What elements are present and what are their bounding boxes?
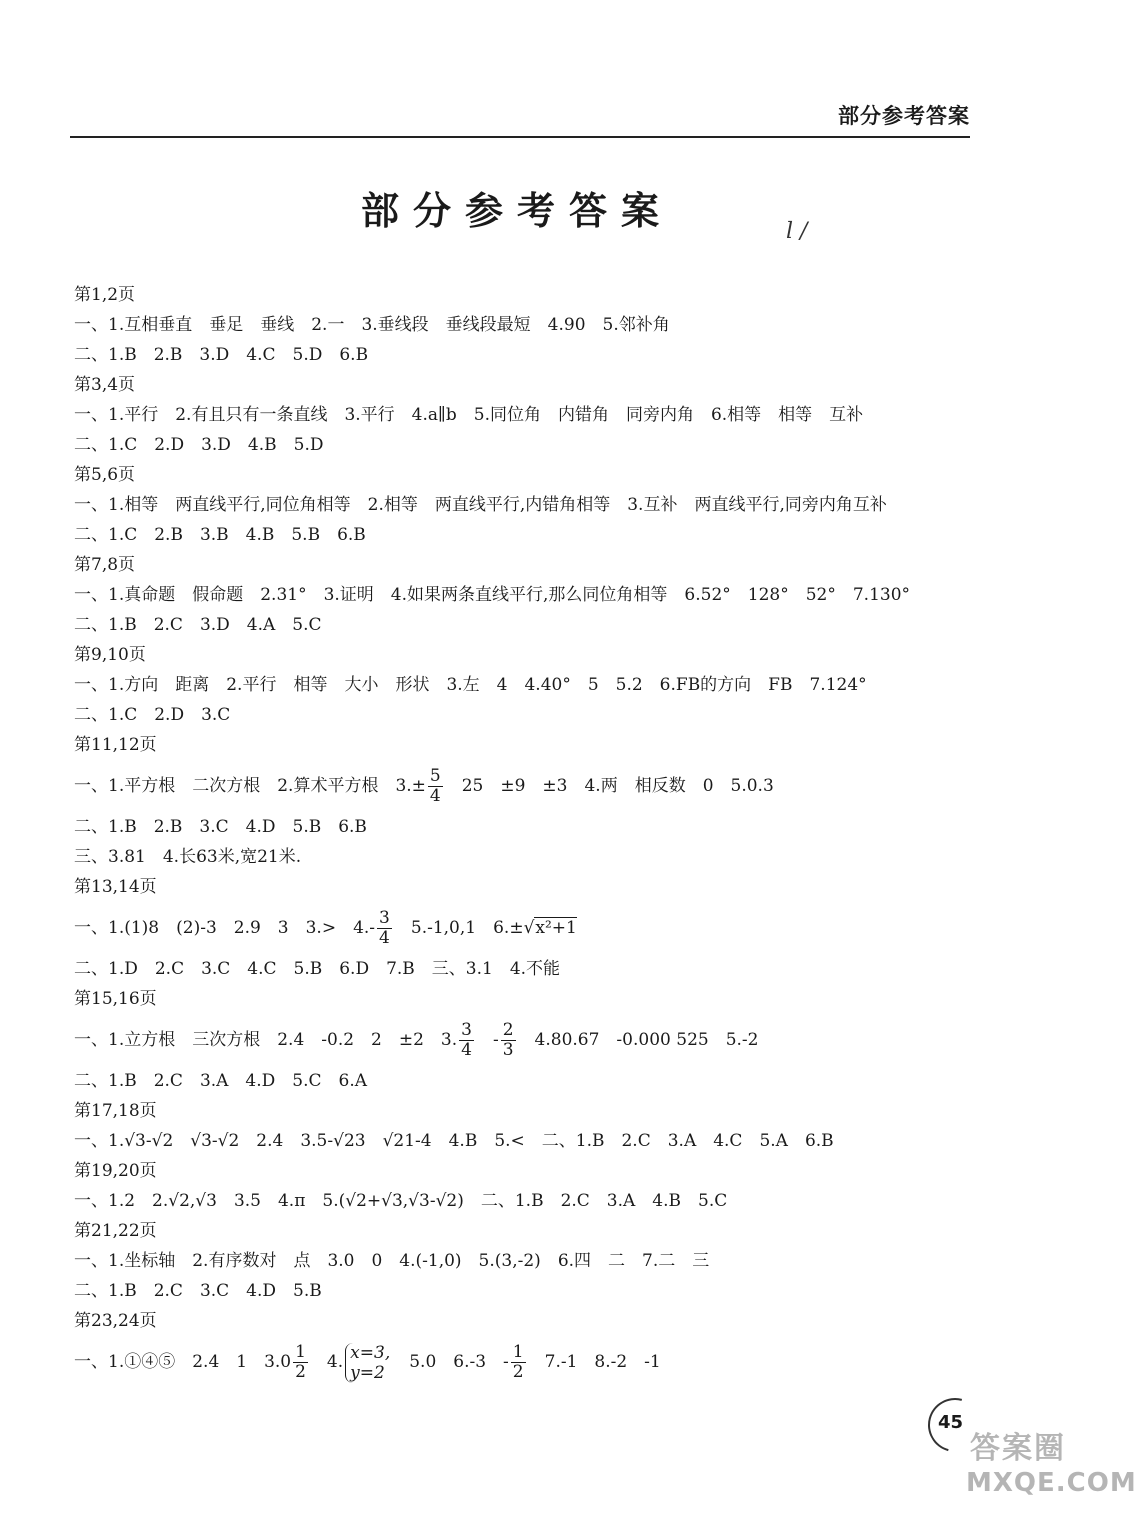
- watermark-text: 答案圈: [970, 1431, 1066, 1466]
- answer-text: 一、1.(1)8 (2)-3 2.9 3 3.> 4.-: [74, 918, 376, 938]
- fraction: [293, 1343, 308, 1382]
- answer-line: 二、1.B 2.C 3.C 4.D 5.B: [74, 1281, 322, 1301]
- answer-text: 4.80.67 -0.000 525 5.-2: [517, 1030, 759, 1050]
- fraction-denominator: 4: [429, 786, 441, 806]
- answer-line: 二、1.B 2.B 3.C 4.D 5.B 6.B: [74, 817, 367, 837]
- fraction-numerator: 2: [502, 1020, 514, 1040]
- equation: x=3,: [350, 1342, 391, 1363]
- fraction-denominator: 3: [502, 1040, 514, 1060]
- answer-line: [74, 902, 974, 954]
- section-heading: 第13,14页: [74, 877, 157, 897]
- answer-line: 一、1.真命题 假命题 2.31° 3.证明 4.如果两条直线平行,那么同位角相等 6.52° 128° 52° 7.130°: [74, 585, 911, 605]
- answer-line: 一、1.√3-√2 √3-√2 2.4 3.5-√23 √21-4 4.B 5.< 二、1.B 2.C 3.A 4.C 5.A 6.B: [74, 1131, 834, 1151]
- fraction: [459, 1021, 474, 1060]
- answer-line: 一、1.2 2.√2,√3 3.5 4.π 5.(√2+√3,√3-√2) 二、1.B 2.C 3.A 4.B 5.C: [74, 1191, 728, 1211]
- answer-line: 二、1.D 2.C 3.C 4.C 5.B 6.D 7.B 三、3.1 4.不能: [74, 959, 561, 979]
- answer-text: 一、1.①④⑤ 2.4 1 3.0: [74, 1352, 292, 1372]
- equation: y=2: [350, 1362, 385, 1383]
- answer-line: [74, 760, 974, 812]
- answer-line: 一、1.平行 2.有且只有一条直线 3.平行 4.a∥b 5.同位角 内错角 同旁内角 6.相等 相等 互补: [74, 405, 864, 425]
- section-heading: 第15,16页: [74, 989, 157, 1009]
- answer-line: 一、1.方向 距离 2.平行 相等 大小 形状 3.左 4 4.40° 5 5.2 6.FB的方向 FB 7.124°: [74, 675, 867, 695]
- answer-line: 一、1.相等 两直线平行,同位角相等 2.相等 两直线平行,内错角相等 3.互补 两直线平行,同旁内角互补: [74, 495, 887, 515]
- answer-text: 25 ±9 ±3 4.两 相反数 0 5.0.3: [444, 776, 774, 796]
- equation-system: [345, 1343, 390, 1383]
- answer-line: 二、1.C 2.B 3.B 4.B 5.B 6.B: [74, 525, 366, 545]
- sqrt-sign: √: [523, 918, 535, 938]
- section-heading: 第3,4页: [74, 375, 136, 395]
- fraction: [511, 1343, 526, 1382]
- answer-list: [74, 280, 974, 1388]
- fraction-numerator: 1: [295, 1342, 306, 1362]
- answer-text: 一、1.平方根 二次方根 2.算术平方根 3.±: [74, 776, 426, 796]
- section-heading: 第9,10页: [74, 645, 146, 665]
- answer-text: 7.-1 8.-2 -1: [527, 1352, 661, 1372]
- answer-text: 5.-1,0,1 6.±: [393, 918, 524, 938]
- fraction-numerator: 1: [512, 1342, 524, 1362]
- answer-line: 一、1.坐标轴 2.有序数对 点 3.0 0 4.(-1,0) 5.(3,-2) 6.四 二 7.二 三: [74, 1251, 710, 1271]
- fraction: [428, 767, 443, 806]
- fraction-denominator: 4: [379, 928, 390, 948]
- fraction: [501, 1021, 516, 1060]
- sqrt-expression: x²+1: [535, 918, 577, 938]
- answer-line: 二、1.B 2.B 3.D 4.C 5.D 6.B: [74, 345, 369, 365]
- section-heading: 第21,22页: [74, 1221, 157, 1241]
- page-number: 45: [938, 1412, 964, 1433]
- answer-text: 4.: [309, 1352, 344, 1372]
- fraction-denominator: 4: [461, 1040, 472, 1060]
- answer-line: 二、1.C 2.D 3.D 4.B 5.D: [74, 435, 324, 455]
- watermark-url: MXQE.COM: [966, 1468, 1137, 1498]
- fraction: [377, 909, 392, 948]
- handwritten-mark: l /: [786, 219, 808, 244]
- answer-line: 三、3.81 4.长63米,宽21米.: [74, 847, 302, 867]
- section-heading: 第11,12页: [74, 735, 157, 755]
- fraction-denominator: 2: [295, 1362, 306, 1382]
- watermark: [966, 1431, 1137, 1500]
- section-heading: 第1,2页: [74, 285, 136, 305]
- section-heading: 第19,20页: [74, 1161, 157, 1181]
- answer-line: [74, 1014, 974, 1066]
- section-heading: 第17,18页: [74, 1101, 157, 1121]
- fraction-numerator: 3: [379, 908, 390, 928]
- fraction-numerator: 5: [429, 766, 441, 786]
- fraction-numerator: 3: [461, 1020, 472, 1040]
- page-title: 部分参考答案: [360, 188, 673, 233]
- header-title: 部分参考答案: [838, 104, 970, 128]
- answer-text: 5.0 6.-3 -: [392, 1352, 509, 1372]
- answer-text: -: [475, 1030, 499, 1050]
- header-divider: [70, 136, 970, 138]
- fraction-denominator: 2: [512, 1362, 524, 1382]
- answer-line: 二、1.B 2.C 3.A 4.D 5.C 6.A: [74, 1071, 368, 1091]
- answer-text: 一、1.立方根 三次方根 2.4 -0.2 2 ±2 3.: [74, 1030, 458, 1050]
- section-heading: 第23,24页: [74, 1311, 157, 1331]
- answer-line: 二、1.B 2.C 3.D 4.A 5.C: [74, 615, 322, 635]
- section-heading: 第5,6页: [74, 465, 136, 485]
- answer-line: 一、1.互相垂直 垂足 垂线 2.一 3.垂线段 垂线段最短 4.90 5.邻补角: [74, 315, 670, 335]
- section-heading: 第7,8页: [74, 555, 136, 575]
- answer-line: [74, 1336, 974, 1388]
- answer-line: 二、1.C 2.D 3.C: [74, 705, 231, 725]
